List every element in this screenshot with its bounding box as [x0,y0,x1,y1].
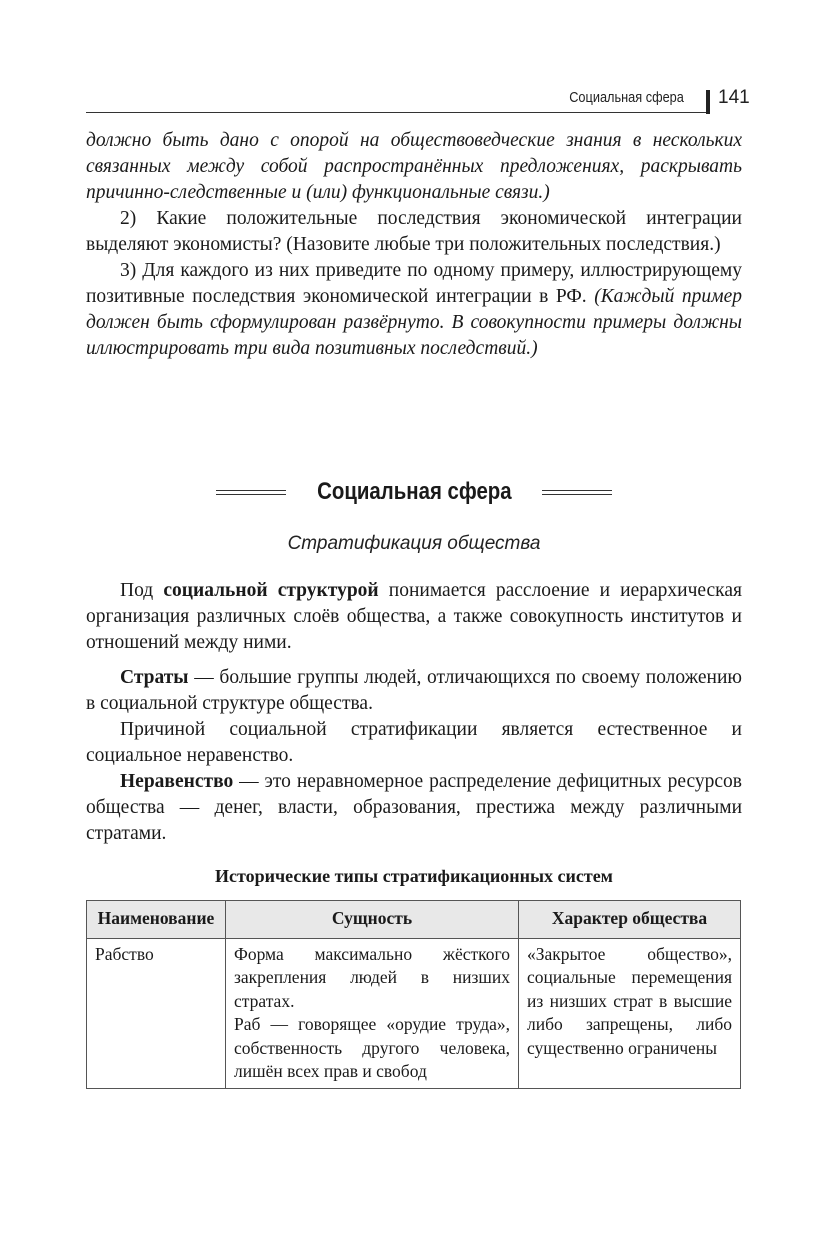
p2-rest: — большие группы людей, отличающихся по своему положению в социальной структуре общества. [86,667,742,714]
paragraph-social-structure [86,578,742,656]
table-caption: Исторические типы стратификационных систем [215,866,613,886]
question-3-text: 3) Для каждого из них приведите по одному примеру, иллюстрирующему позитивные последствия экономической интеграции в РФ. [86,260,742,307]
continuation-note: должно быть дано с опорой на обществоведческие знания в нескольких связанных между собой распространённых предложениях, раскрывать причинно-следственные и (или) функциональные связи.) [86,130,742,203]
table-row [87,938,741,1088]
subsection-title: Стратификация общества [287,533,541,554]
paragraph-strata [86,665,742,717]
running-head-section: Социальная сфера [569,89,684,106]
page-number: 141 [718,87,750,108]
p1-prefix: Под [120,580,164,601]
header-rule [86,112,708,113]
table-header-row [87,901,741,939]
essence-line-2: Раб — говорящее «орудие труда», собственность другого человека, лишён всех прав и свобод [234,1014,510,1081]
header-divider-bar [706,90,710,114]
question-3 [86,258,742,362]
header-name: Наименование [87,901,226,939]
paragraph-inequality [86,769,742,847]
term-social-structure: социальной структурой [163,580,379,601]
heading-rule-left [216,490,286,495]
heading-rule-right [542,490,612,495]
cell-essence [226,938,519,1088]
essence-line-1: Форма максимально жёсткого закрепления людей в низших стратах. [234,943,510,1011]
section-title: Социальная сфера [316,478,512,505]
term-strata: Страты [120,667,189,688]
body-block [86,578,742,847]
section-heading [86,478,742,512]
paragraph-cause: Причиной социальной стратификации является естественное и социальное неравенство. [86,719,742,766]
running-head [86,86,750,114]
header-society: Характер общества [519,901,741,939]
p1-rest: понимается расслоение и иерархическая организация различных слоёв общества, а также совокупность институтов и отношений между ними. [86,580,742,653]
question-3-note: (Каждый пример должен быть сформулирован развёрнуто. В совокупности примеры должны иллюстрировать три вида позитивных последствий.) [86,286,742,359]
p4-rest: — это неравномерное распределение дефицитных ресурсов общества — денег, власти, образования, престижа между различными стратами. [86,771,742,844]
question-2: 2) Какие положительные последствия экономической интеграции выделяют экономисты? (Назовите любые три положительных последствия.) [86,208,742,255]
cell-name: Рабство [87,938,226,1088]
stratification-table [86,900,741,1089]
cell-society: «Закрытое общество», социальные перемещения из низших страт в высшие либо запрещены, либо существенно ограничены [519,938,741,1088]
term-inequality: Неравенство [120,771,234,792]
intro-block [86,128,742,362]
header-essence: Сущность [226,901,519,939]
